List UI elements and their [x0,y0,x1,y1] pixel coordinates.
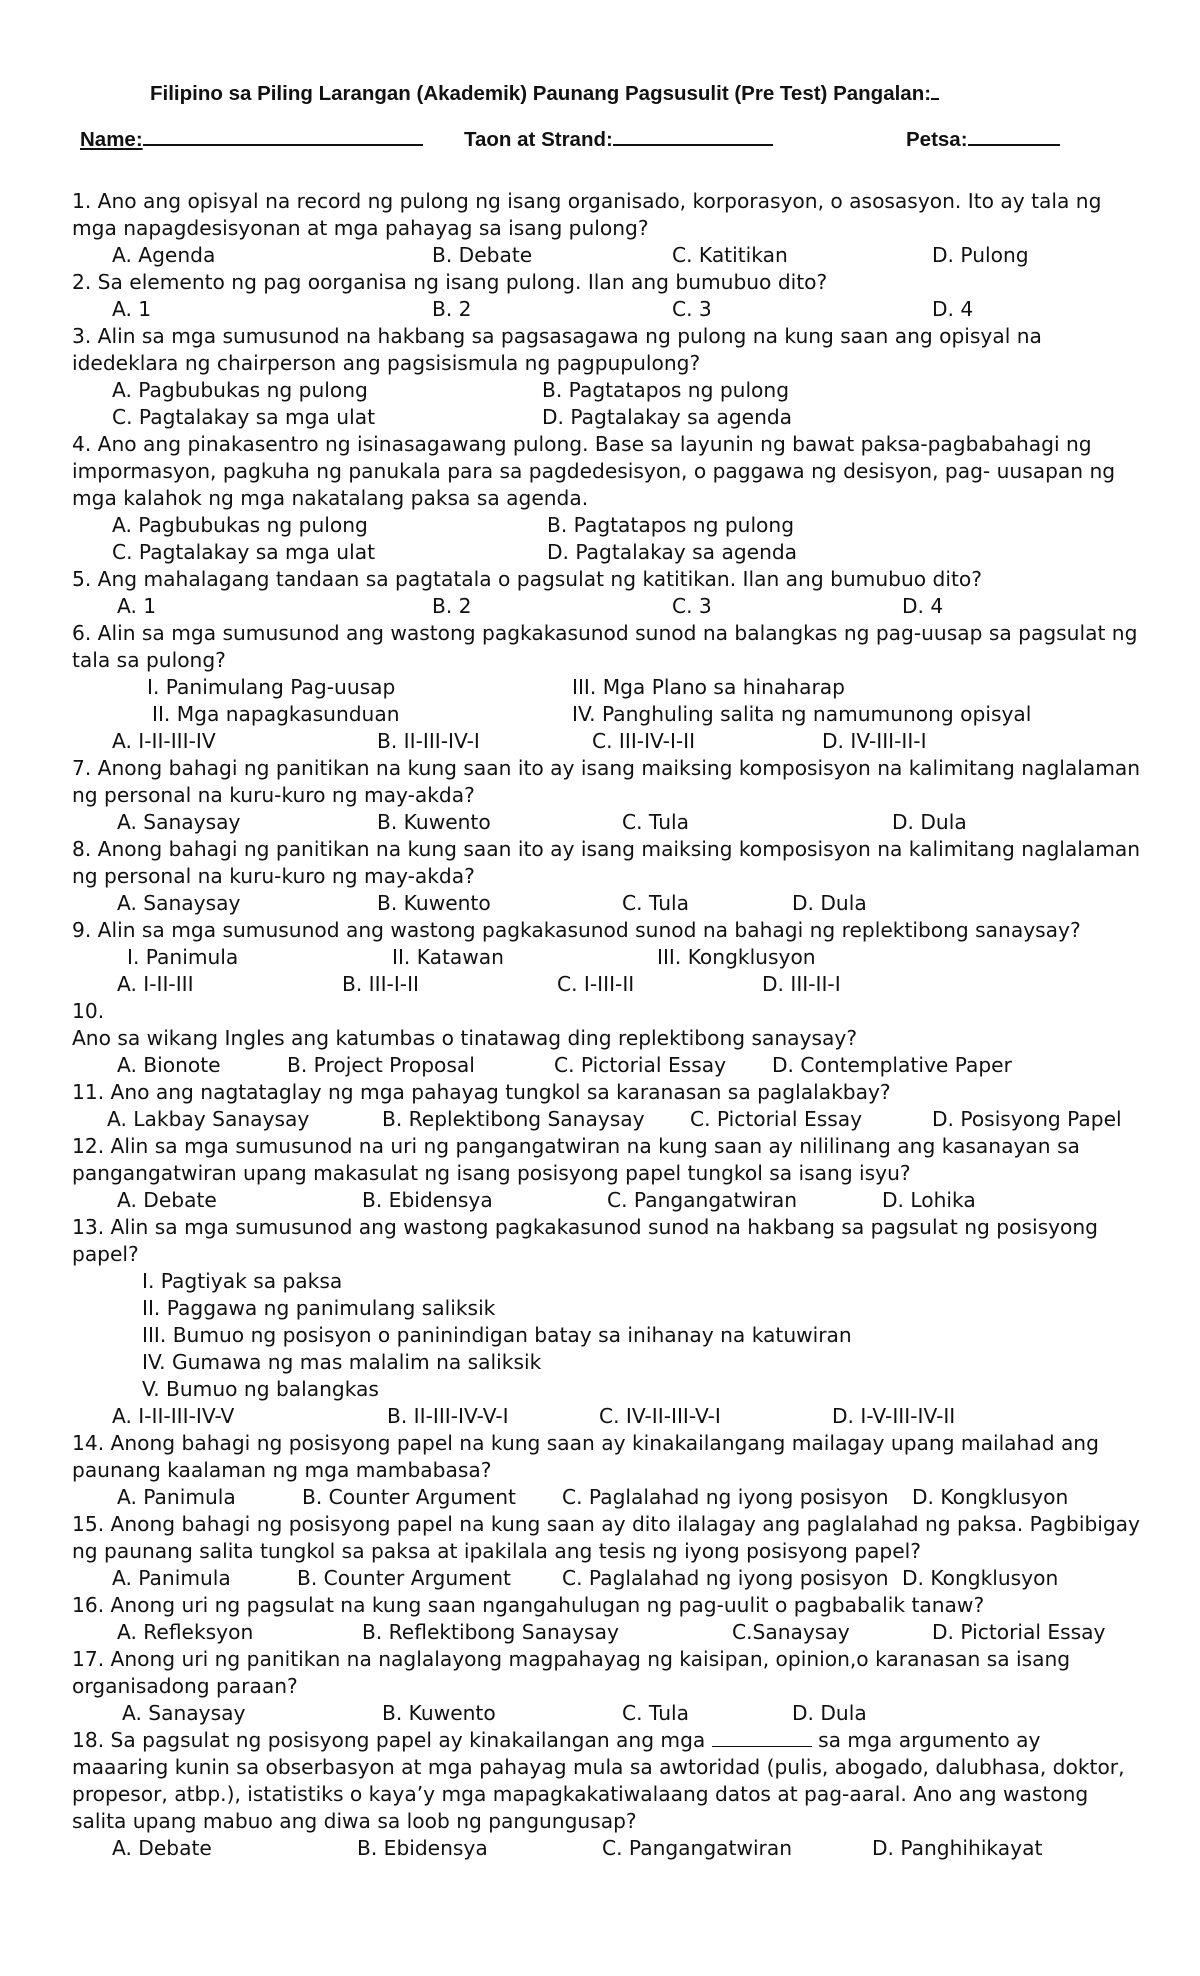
question-text: 5. Ang mahalagang tandaan sa pagtatala o pagsulat ng katitikan. Ilan ang bumubuo dito? [72,567,982,591]
option-b[interactable]: B. II-III-IV-I [377,729,480,753]
item-row [72,701,1142,728]
question-13 [72,1214,1142,1430]
question-5 [72,566,1142,620]
question-text: 16. Anong uri ng pagsulat na kung saan ngangahulugan ng pag-uulit o pagbabalik tanaw? [72,1593,985,1617]
option-d[interactable]: D. Posisyong Papel [932,1107,1122,1131]
option-row [72,377,1142,404]
option-d[interactable]: D. Pagtalakay sa agenda [547,540,798,564]
option-d[interactable]: D. Contemplative Paper [772,1053,1012,1077]
option-c[interactable]: C. Tula [622,1701,689,1725]
sequence-item: III. Mga Plano sa hinaharap [572,675,845,699]
option-c[interactable]: C. Pictorial Essay [690,1107,863,1131]
option-b[interactable]: B. II-III-IV-V-I [387,1404,509,1428]
title-text: Filipino sa Piling Larangan (Akademik) Paunang Pagsusulit (Pre Test) Pangalan: [150,82,932,105]
question-text: 13. Alin sa mga sumusunod ang wastong pagkakasunod sunod na hakbang sa pagsulat ng posisyong papel? [72,1215,1105,1266]
sequence-item: IV. Gumawa ng mas malalim na saliksik [142,1350,542,1374]
option-a[interactable]: A. Debate [112,1836,212,1860]
option-c[interactable]: C. 3 [672,297,712,321]
option-b[interactable]: B. Replektibong Sanaysay [382,1107,645,1131]
option-b[interactable]: B. Debate [432,243,533,267]
option-a[interactable]: A. Agenda [112,243,216,267]
document-title [150,80,939,106]
sequence-item: II. Mga napagkasunduan [152,702,400,726]
option-a[interactable]: A. Panimula [117,1485,236,1509]
option-b[interactable]: B. 2 [432,594,472,618]
option-row [72,971,1142,998]
option-a[interactable]: A. Bionote [117,1053,221,1077]
option-a[interactable]: A. Pagbubukas ng pulong [112,378,368,402]
question-text: 6. Alin sa mga sumusunod ang wastong pagkakasunod sunod na balangkas ng pag-uusap sa pagsulat ng tala sa pulong? [72,621,1144,672]
sequence-item: II. Katawan [392,945,504,969]
question-7 [72,755,1147,836]
question-text: 9. Alin sa mga sumusunod ang wastong pagkakasunod sunod na bahagi ng replektibong sanaysay? [72,918,1081,942]
option-a[interactable]: A. I-II-III [117,972,194,996]
question-text: 7. Anong bahagi ng panitikan na kung saan ito ay isang maiksing komposisyon na kalimitang naglalaman ng personal na kuru-kuro ng may-akda? [72,756,1147,807]
question-text [72,1727,1142,1835]
option-row [72,539,1142,566]
option-d[interactable]: D. I-V-III-IV-II [832,1404,956,1428]
option-d[interactable]: D. 4 [932,297,974,321]
question-text: 10. Ano sa wikang Ingles ang katumbas o tinatawag ding replektibong sanaysay? [72,999,858,1050]
option-d[interactable]: D. Kongklusyon [912,1485,1069,1509]
option-d[interactable]: D. Dula [892,810,967,834]
question-text: 15. Anong bahagi ng posisyong papel na kung saan ay dito ilalagay ang paglalahad ng paksa. Pagbibigay ng paunang salita tungkol sa paksa at ipakilala ang tesis ng iyong posisyong papel? [72,1512,1147,1563]
date-label: Petsa: [906,128,968,151]
item-row [72,674,1142,701]
question-text: 2. Sa elemento ng pag oorganisa ng isang pulong. Ilan ang bumubuo dito? [72,270,828,294]
sequence-item: I. Panimulang Pag-uusap [147,675,396,699]
option-row [72,890,1142,917]
option-b[interactable]: B. Ebidensya [362,1188,493,1212]
option-c[interactable]: C.Sanaysay [732,1620,850,1644]
question-18 [72,1727,1142,1862]
question-text-after: sa mga argumento ay maaaring kunin sa obserbasyon at mga pahayag mula sa awtoridad (pulis, abogado, dalubhasa, doktor, propesor, atbp.), istatistiks o kaya’y mga mapagkakatiwalaang datos at pag-aaral. Ano ang wastong salita upang mabuo ang diwa sa loob ng pangungusap? [72,1728,1131,1833]
option-b[interactable]: B. Project Proposal [287,1053,475,1077]
name-blank-line [143,124,423,146]
option-a[interactable]: A. I-II-III-IV-V [112,1404,235,1428]
question-9 [72,917,1142,998]
option-row [72,1565,1142,1592]
option-c[interactable]: C. Paglalahad ng iyong posisyon [562,1566,889,1590]
question-list [72,188,1147,1862]
option-a[interactable]: A. I-II-III-IV [112,729,216,753]
option-a[interactable]: A. Pagbubukas ng pulong [112,513,368,537]
option-row [72,1106,1142,1133]
option-c[interactable]: C. Pagtalakay sa mga ulat [112,405,375,429]
option-b[interactable]: B. Kuwento [377,891,491,915]
option-b[interactable]: B. III-I-II [342,972,419,996]
option-row [72,404,1142,431]
option-b[interactable]: B. Pagtatapos ng pulong [542,378,790,402]
option-d[interactable]: D. IV-III-II-I [822,729,927,753]
question-10 [72,998,1142,1079]
question-14 [72,1430,1142,1511]
option-c[interactable]: C. I-III-II [557,972,635,996]
date-field [906,124,1060,152]
option-b[interactable]: B. Kuwento [377,810,491,834]
option-c[interactable]: C. Paglalahad ng iyong posisyon [562,1485,889,1509]
question-text: 11. Ano ang nagtataglay ng mga pahayag tungkol sa karanasan sa paglalakbay? [72,1080,891,1104]
option-a[interactable]: A. Debate [117,1188,217,1212]
option-a[interactable]: A. Sanaysay [122,1701,246,1725]
option-a[interactable]: A. Panimula [112,1566,231,1590]
option-a[interactable]: A. Refleksyon [117,1620,254,1644]
name-field [80,124,423,152]
question-16 [72,1592,1142,1646]
item-row [72,1322,1142,1349]
option-row [72,1619,1142,1646]
item-row [72,1295,1142,1322]
question-1 [72,188,1142,269]
option-a[interactable]: A. 1 [117,594,157,618]
option-row [72,1403,1142,1430]
option-a[interactable]: A. 1 [112,297,152,321]
option-d[interactable]: D. Pagtalakay sa agenda [542,405,793,429]
item-row [72,1268,1142,1295]
option-b[interactable]: B. Reflektibong Sanaysay [362,1620,619,1644]
name-label: Name: [80,128,143,151]
option-row [72,512,1142,539]
strand-field [464,124,773,152]
option-row [72,1052,1142,1079]
question-text: 12. Alin sa mga sumusunod na uri ng pangangatwiran na kung saan ay nililinang ang kasanayan sa pangangatwiran upang makasulat ng isang posisyong papel tungkol sa isang isyu? [72,1134,1087,1185]
option-c[interactable]: C. III-IV-I-II [592,729,696,753]
option-a[interactable]: A. Sanaysay [117,810,241,834]
option-b[interactable]: B. Counter Argument [297,1566,511,1590]
question-17 [72,1646,1142,1727]
question-text: 4. Ano ang pinakasentro ng isinasagawang pulong. Base sa layunin ng bawat paksa-pagbabahagi ng impormasyon, pagkuha ng panukala para sa pagdedesisyon, o paggawa ng desisyon, pag- uusapan ng mga kalahok ng mga nakatalang paksa sa agenda. [72,432,1122,510]
question-text: 1. Ano ang opisyal na record ng pulong ng isang organisado, korporasyon, o asosasyon. Ito ay tala ng mga napagdesisyonan at mga pahayag sa isang pulong? [72,189,1108,240]
option-c[interactable]: C. IV-II-III-V-I [599,1404,721,1428]
date-blank-line [968,124,1060,146]
question-3 [72,323,1142,431]
strand-blank-line [613,124,773,146]
option-d[interactable]: D. Pulong [932,243,1029,267]
question-8 [72,836,1147,917]
option-b[interactable]: B. Ebidensya [357,1836,488,1860]
option-c[interactable]: C. Katitikan [672,243,788,267]
option-b[interactable]: B. 2 [432,297,472,321]
option-d[interactable]: D. Kongklusyon [902,1566,1059,1590]
option-d[interactable]: D. Panghihikayat [872,1836,1043,1860]
option-b[interactable]: B. Kuwento [382,1701,496,1725]
option-a[interactable]: A. Lakbay Sanaysay [107,1107,310,1131]
option-row [72,809,1142,836]
option-d[interactable]: D. Pictorial Essay [932,1620,1106,1644]
question-2 [72,269,1142,323]
option-a[interactable]: A. Sanaysay [117,891,241,915]
option-c[interactable]: C. Pangangatwiran [602,1836,793,1860]
option-d[interactable]: D. Dula [792,891,867,915]
option-row [72,242,1142,269]
option-c[interactable]: C. Pictorial Essay [554,1053,727,1077]
option-row [72,296,1142,323]
item-row [72,1376,1142,1403]
item-row [72,1349,1142,1376]
question-6 [72,620,1142,755]
option-row [72,1484,1142,1511]
option-b[interactable]: B. Counter Argument [302,1485,516,1509]
question-4 [72,431,1142,566]
question-text: 3. Alin sa mga sumusunod na hakbang sa pagsasagawa ng pulong na kung saan ang opisyal na idedeklara ng chairperson ang pagsisismula ng pagpupulong? [72,324,1049,375]
option-c[interactable]: C. 3 [672,594,712,618]
option-d[interactable]: D. Dula [792,1701,867,1725]
sequence-item: III. Kongklusyon [657,945,816,969]
question-text-before: 18. Sa pagsulat ng posisyong papel ay kinakailangan ang mga [72,1728,712,1752]
sequence-item: I. Panimula [127,945,239,969]
question-11 [72,1079,1142,1133]
question-text: 14. Anong bahagi ng posisyong papel na kung saan ay kinakailangang mailagay upang mailahad ang paunang kaalaman ng mga mambabasa? [72,1431,1106,1482]
option-d[interactable]: D. III-II-I [762,972,841,996]
strand-label: Taon at Strand: [464,128,613,151]
option-c[interactable]: C. Tula [622,810,689,834]
option-b[interactable]: B. Pagtatapos ng pulong [547,513,795,537]
title-blank-line [931,80,939,100]
option-row [72,728,1142,755]
answer-blank-line [712,1728,812,1747]
option-row [72,1187,1142,1214]
sequence-item: IV. Panghuling salita ng namumunong opisyal [572,702,1032,726]
option-d[interactable]: D. Lohika [882,1188,976,1212]
question-text: 8. Anong bahagi ng panitikan na kung saan ito ay isang maiksing komposisyon na kalimitang naglalaman ng personal na kuru-kuro ng may-akda? [72,837,1147,888]
question-text: 17. Anong uri ng panitikan na naglalayong magpahayag ng kaisipan, opinion,o karanasan sa isang organisadong paraan? [72,1647,1077,1698]
option-row [72,1700,1142,1727]
question-15 [72,1511,1147,1592]
option-d[interactable]: D. 4 [902,594,944,618]
sequence-item: III. Bumuo ng posisyon o paninindigan batay sa inihanay na katuwiran [142,1323,852,1347]
option-c[interactable]: C. Pangangatwiran [607,1188,798,1212]
option-c[interactable]: C. Pagtalakay sa mga ulat [112,540,375,564]
option-row [72,593,1142,620]
sequence-item: I. Pagtiyak sa paksa [142,1269,343,1293]
sequence-item: V. Bumuo ng balangkas [142,1377,379,1401]
name-bar [80,124,1120,154]
item-row [72,944,1142,971]
option-row [72,1835,1142,1862]
option-c[interactable]: C. Tula [622,891,689,915]
sequence-item: II. Paggawa ng panimulang saliksik [142,1296,496,1320]
question-12 [72,1133,1142,1214]
